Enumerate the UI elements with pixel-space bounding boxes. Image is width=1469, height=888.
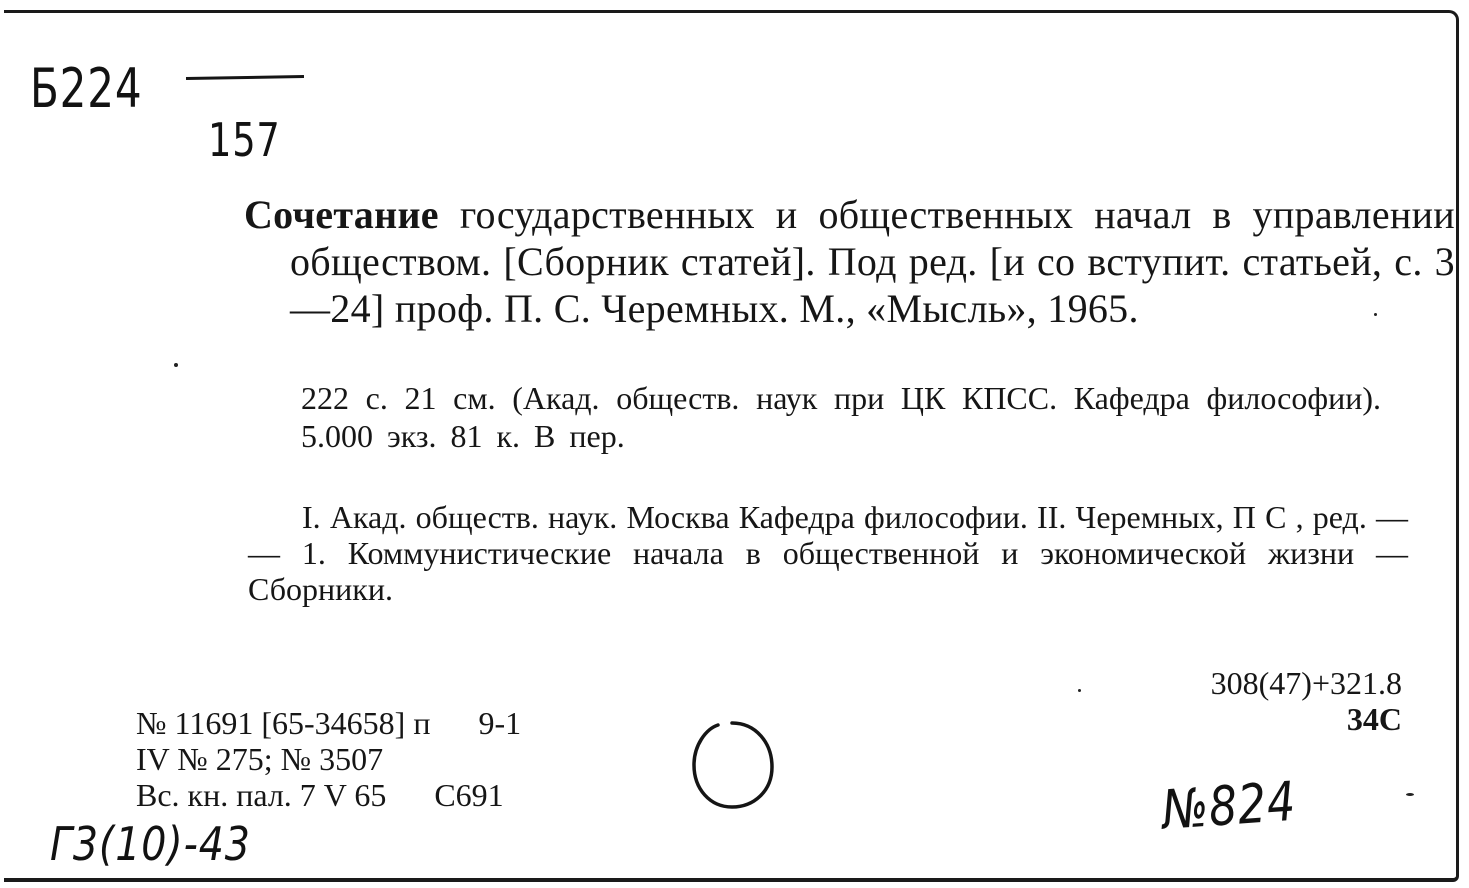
registry-block bbox=[136, 705, 521, 813]
registry-line-2: IV № 275; № 3507 bbox=[136, 741, 384, 777]
print-speck bbox=[1374, 313, 1377, 316]
handwritten-inventory-number: №824 bbox=[1160, 769, 1298, 842]
registry-line-3: Вс. кн. пал. 7 V 65 С691 bbox=[136, 777, 504, 813]
call-number-denominator: 157 bbox=[208, 113, 281, 167]
classification-block bbox=[1211, 665, 1402, 737]
subject-tracing: I. Акад. обществ. наук. Москва Кафедра философии. II. Черемных, П С , ред. — — 1. Коммунистические начала в общественной и экономической жизни — Сборники. bbox=[248, 499, 1408, 607]
handwritten-call-number: Г3(10)-43 bbox=[50, 817, 251, 871]
udc-index: 308(47)+321.8 bbox=[1210, 665, 1402, 701]
call-number-handwritten: Б224 bbox=[30, 57, 143, 120]
print-speck bbox=[174, 363, 178, 367]
entry-heading: Сочетание bbox=[244, 192, 439, 237]
catalog-card bbox=[4, 10, 1459, 882]
entry-title-statement: государственных и общественных начал в управлении обществом. [Сборник статей]. Под ред. [и со вступит. статьей, с. 3—24] проф. П. С. Черемных. М., «Мысль», 1965. bbox=[290, 192, 1455, 331]
call-number-fraction-line bbox=[186, 75, 304, 80]
print-speck bbox=[1406, 793, 1414, 796]
print-speck bbox=[1078, 689, 1081, 692]
author-mark: 34С bbox=[1346, 701, 1402, 737]
bibliographic-main-entry bbox=[244, 191, 1455, 332]
registry-line-1: № 11691 [65-34658] п 9-1 bbox=[136, 705, 522, 741]
collation-note: 222 с. 21 см. (Акад. обществ. наук при ЦК КПСС. Кафедра философии). 5.000 экз. 81 к. В пер. bbox=[301, 380, 1381, 454]
punch-hole-circle bbox=[688, 719, 776, 811]
